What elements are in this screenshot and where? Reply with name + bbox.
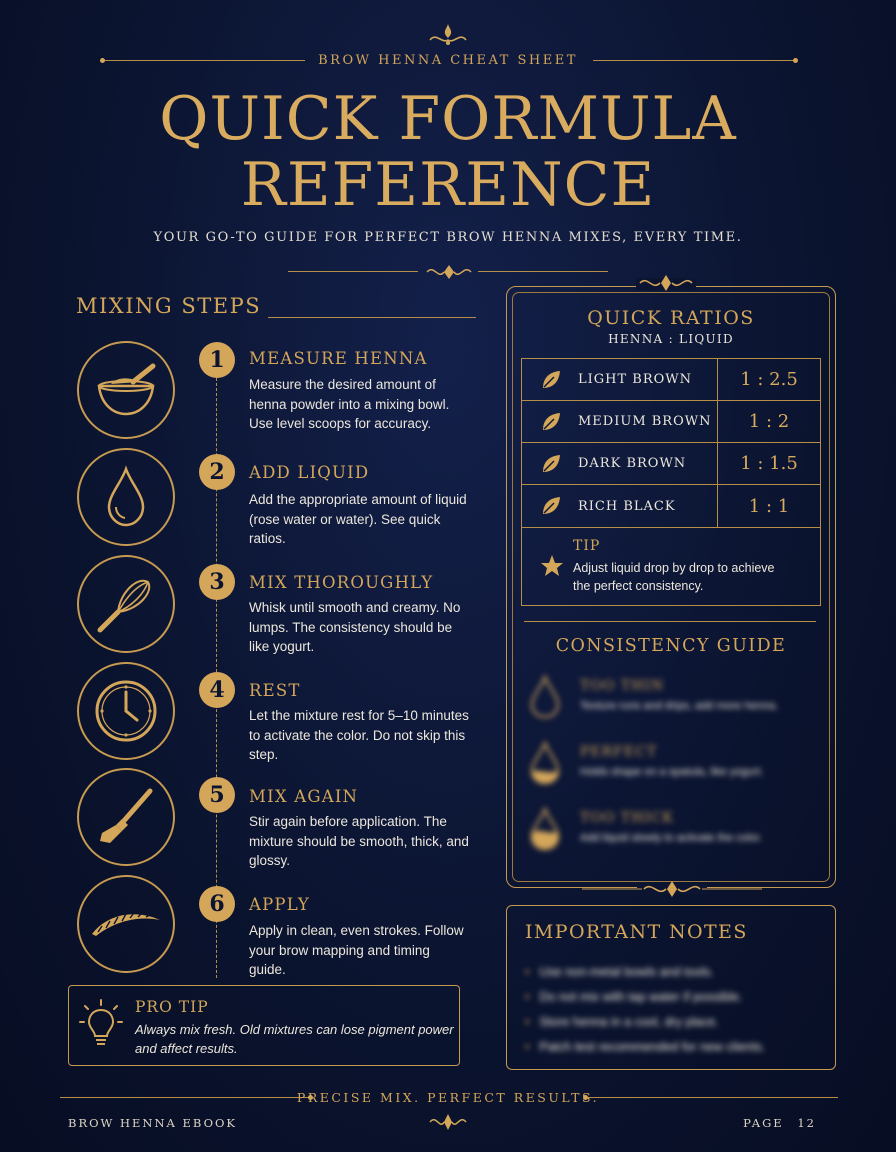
leaf-icon xyxy=(540,369,562,391)
pro-tip-body: Always mix fresh. Old mixtures can lose pigment power and affect results. xyxy=(135,1022,454,1056)
pro-tip-heading: PRO TIP xyxy=(135,998,209,1016)
ratio-value: 1 : 1 xyxy=(748,495,790,517)
consistency-guide-heading: CONSISTENCY GUIDE xyxy=(555,636,787,656)
step-body: Whisk until smooth and creamy. No lumps. The consistency should be like yogurt. xyxy=(249,600,461,654)
consistency-title: TOO THICK xyxy=(580,810,674,826)
shade-label: DARK BROWN xyxy=(578,456,687,471)
notes-list xyxy=(525,960,765,1060)
table-row xyxy=(522,359,820,401)
step-title: ADD LIQUID xyxy=(249,463,370,482)
ratio-value: 1 : 2.5 xyxy=(740,369,798,390)
important-notes-heading: IMPORTANT NOTES xyxy=(525,921,748,943)
eyebrow-icon xyxy=(77,875,175,973)
table-row xyxy=(522,401,820,443)
mixing-steps-heading: MIXING STEPS xyxy=(76,294,262,318)
page-number-value: 12 xyxy=(797,1116,816,1130)
step-body: Add the appropriate amount of liquid (rose water or water). See quick ratios. xyxy=(249,492,467,546)
ratio-value: 1 : 2 xyxy=(748,411,790,432)
consistency-title: PERFECT xyxy=(580,744,658,760)
mortar-bowl-icon xyxy=(77,341,175,439)
frame-bottom-ornament-icon xyxy=(582,878,762,900)
step-number-badge: 5 xyxy=(199,777,235,813)
list-item: • Do not mix with tap water if possible. xyxy=(525,985,765,1010)
step-body: Apply in clean, even strokes. Follow your brow mapping and timing guide. xyxy=(249,923,464,977)
water-drop-icon xyxy=(528,806,562,852)
clock-icon xyxy=(77,662,175,760)
step-title: MEASURE HENNA xyxy=(249,349,428,368)
whisk-icon xyxy=(77,555,175,653)
step-title: MIX AGAIN xyxy=(249,787,359,806)
leaf-icon xyxy=(540,411,562,433)
ratios-table xyxy=(521,358,821,528)
leaf-icon xyxy=(540,453,562,475)
table-row xyxy=(522,443,820,485)
step-title: MIX THOROUGHLY xyxy=(249,573,434,592)
page-title xyxy=(0,86,896,218)
ratio-value: 1 : 1.5 xyxy=(740,453,798,474)
consistency-body: Texture runs and drips, add more henna. xyxy=(580,700,779,712)
title-line-1: QUICK FORMULA xyxy=(159,84,737,154)
page-subtitle: YOUR GO-TO GUIDE FOR PERFECT BROW HENNA MIXES, EVERY TIME. xyxy=(153,230,743,245)
step-body: Measure the desired amount of henna powder into a mixing bowl. Use level scoops for accuracy. xyxy=(249,377,450,431)
frame-top-ornament-icon xyxy=(636,272,696,294)
table-row xyxy=(522,485,820,527)
list-item: • Store henna in a cool, dry place. xyxy=(525,1010,765,1035)
consistency-body: Add liquid slowly to activate the color. xyxy=(580,832,763,844)
footer-ornament-icon xyxy=(428,1110,468,1134)
footer-tagline: PRECISE MIX. PERFECT RESULTS. xyxy=(296,1090,600,1105)
step-body: Stir again before application. The mixture should be smooth, thick, and glossy. xyxy=(249,814,469,868)
list-item: • Use non-metal bowls and tools. xyxy=(525,960,765,985)
water-drop-icon xyxy=(77,448,175,546)
leaf-icon xyxy=(540,495,562,517)
important-notes-box xyxy=(506,905,836,1070)
page-number xyxy=(743,1116,816,1130)
page-label: PAGE xyxy=(743,1116,784,1130)
footer-book-title: BROW HENNA EBOOK xyxy=(68,1116,238,1130)
ratios-tip-heading: TIP xyxy=(573,538,601,554)
pro-tip-box xyxy=(68,985,460,1066)
star-icon xyxy=(540,554,564,578)
ratios-tip-box xyxy=(521,528,821,606)
step-number-badge: 3 xyxy=(199,564,235,600)
step-number-badge: 1 xyxy=(199,342,235,378)
title-line-2: REFERENCE xyxy=(240,150,656,220)
step-number-badge: 2 xyxy=(199,454,235,490)
consistency-body: Holds shape on a spatula, like yogurt. xyxy=(580,766,764,778)
consistency-title: TOO THIN xyxy=(580,678,665,694)
step-body: Let the mixture rest for 5–10 minutes to activate the color. Do not skip this step. xyxy=(249,708,469,762)
shade-label: MEDIUM BROWN xyxy=(578,414,712,429)
step-title: REST xyxy=(249,681,301,700)
step-title: APPLY xyxy=(249,895,310,914)
top-ornament-icon xyxy=(428,22,468,48)
divider-ornament-icon xyxy=(424,262,474,282)
lightbulb-icon xyxy=(79,998,123,1050)
quick-ratios-heading: QUICK RATIOS xyxy=(587,307,755,329)
eyebrow-text: BROW HENNA CHEAT SHEET xyxy=(318,53,578,68)
shade-label: LIGHT BROWN xyxy=(578,372,693,387)
shade-label: RICH BLACK xyxy=(578,498,676,514)
list-item: • Patch test recommended for new clients. xyxy=(525,1035,765,1060)
step-number-badge: 4 xyxy=(199,672,235,708)
brush-icon xyxy=(77,768,175,866)
step-number-badge: 6 xyxy=(199,886,235,922)
ratios-tip-body: Adjust liquid drop by drop to achieve the perfect consistency. xyxy=(573,561,775,593)
quick-ratios-subheading: HENNA : LIQUID xyxy=(608,332,734,346)
water-drop-icon xyxy=(528,740,562,786)
water-drop-icon xyxy=(528,674,562,720)
